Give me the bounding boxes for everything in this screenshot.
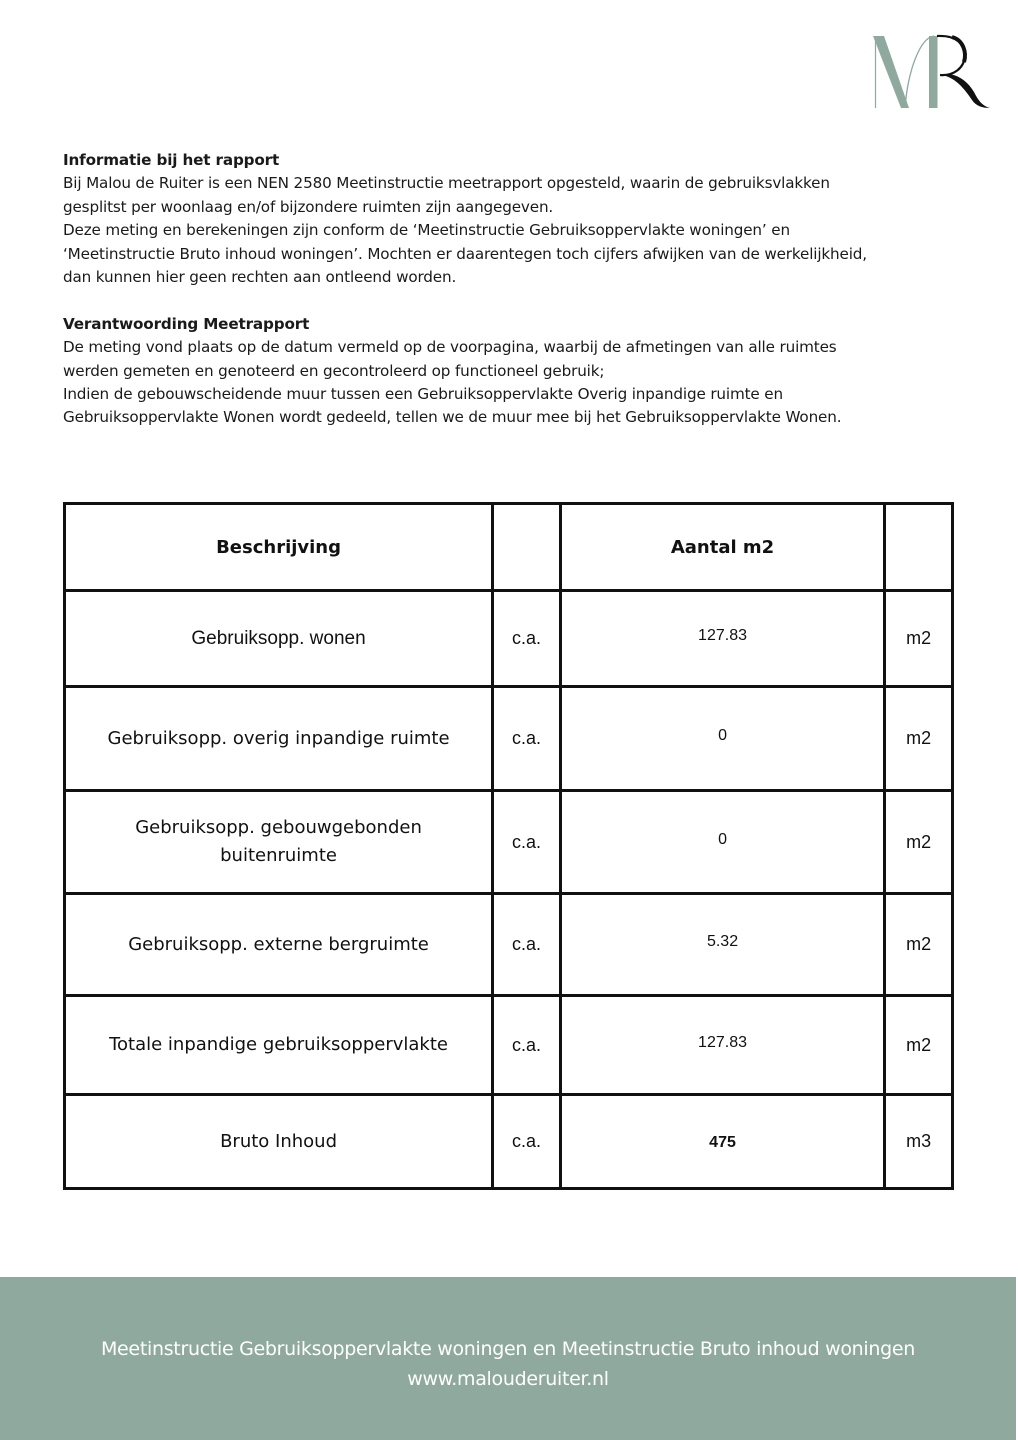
row-description: Gebruiksopp. wonen <box>65 591 493 687</box>
row-description: Bruto Inhoud <box>65 1095 493 1189</box>
row-value: 0 <box>718 727 727 744</box>
footer-band <box>0 1277 1016 1440</box>
report-intro <box>63 149 953 430</box>
table-row <box>65 894 953 996</box>
section-heading-informatie: Informatie bij het rapport <box>63 151 280 169</box>
paragraph-line: Bij Malou de Ruiter is een NEN 2580 Meetinstructie meetrapport opgesteld, waarin de gebruiksvlakken <box>63 174 830 193</box>
row-unit: m2 <box>885 591 953 687</box>
table-row <box>65 996 953 1095</box>
row-value-cell <box>560 687 884 791</box>
table-row <box>65 1095 953 1189</box>
row-description: Gebruiksopp. overig inpandige ruimte <box>65 687 493 791</box>
row-unit: m2 <box>885 996 953 1095</box>
mr-monogram-icon <box>868 30 996 114</box>
section-heading-verantwoording: Verantwoording Meetrapport <box>63 314 310 333</box>
row-description: Totale inpandige gebruiksoppervlakte <box>65 996 493 1095</box>
table-row <box>65 791 953 894</box>
row-value: 0 <box>718 830 727 848</box>
header-aantal: Aantal m2 <box>560 504 884 591</box>
header-qualifier <box>493 504 561 591</box>
row-unit: m3 <box>885 1095 953 1189</box>
header-unit <box>885 504 953 591</box>
row-description: Gebruiksopp. gebouwgebonden buitenruimte <box>65 791 493 894</box>
paragraph-line: Gebruiksoppervlakte Wonen wordt gedeeld, tellen we de muur mee bij het Gebruiksoppervlakte Wonen. <box>63 408 842 427</box>
footer-tagline: Meetinstructie Gebruiksoppervlakte woningen en Meetinstructie Bruto inhoud woningen <box>100 1338 916 1360</box>
row-qualifier: c.a. <box>493 591 561 687</box>
footer-website-link[interactable]: www.malouderuiter.nl <box>407 1368 609 1390</box>
row-qualifier: c.a. <box>493 791 561 894</box>
paragraph-line: gesplitst per woonlaag en/of bijzondere ruimten zijn aangegeven. <box>63 197 554 216</box>
row-value-cell <box>560 1095 884 1189</box>
row-unit: m2 <box>885 894 953 996</box>
row-qualifier: c.a. <box>493 894 561 996</box>
row-qualifier: c.a. <box>493 687 561 791</box>
paragraph-line: Indien de gebouwscheidende muur tussen een Gebruiksoppervlakte Overig inpandige ruimte en <box>63 385 783 404</box>
row-value: 475 <box>709 1134 736 1151</box>
table-row <box>65 687 953 791</box>
paragraph-line: Deze meting en berekeningen zijn conform de ‘Meetinstructie Gebruiksoppervlakte woningen’ en <box>63 221 790 240</box>
row-value: 5.32 <box>706 933 739 950</box>
row-value-cell <box>560 791 884 894</box>
row-value-cell <box>560 591 884 687</box>
table-header-row <box>65 504 953 591</box>
measurement-table <box>63 502 954 1190</box>
paragraph-line: ‘Meetinstructie Bruto inhoud woningen’. Mochten er daarentegen toch cijfers afwijken van de werkelijkheid, <box>63 244 867 263</box>
row-description: Gebruiksopp. externe bergruimte <box>65 894 493 996</box>
row-value: 127.83 <box>698 627 747 644</box>
header-beschrijving: Beschrijving <box>65 504 493 591</box>
paragraph-line: werden gemeten en genoteerd en gecontroleerd op functioneel gebruik; <box>63 361 605 380</box>
row-value-cell <box>560 894 884 996</box>
paragraph-line: dan kunnen hier geen rechten aan ontleend worden. <box>63 268 457 287</box>
row-unit: m2 <box>885 687 953 791</box>
row-qualifier: c.a. <box>493 1095 561 1189</box>
row-unit: m2 <box>885 791 953 894</box>
table-row <box>65 591 953 687</box>
paragraph-line: De meting vond plaats op de datum vermeld op de voorpagina, waarbij de afmetingen van alle ruimtes <box>63 338 837 357</box>
row-value-cell <box>560 996 884 1095</box>
row-value: 127.83 <box>698 1033 747 1051</box>
row-qualifier: c.a. <box>493 996 561 1095</box>
mr-monogram-logo <box>868 30 996 114</box>
measurement-table-wrapper <box>63 502 954 1190</box>
spacer <box>63 289 953 312</box>
